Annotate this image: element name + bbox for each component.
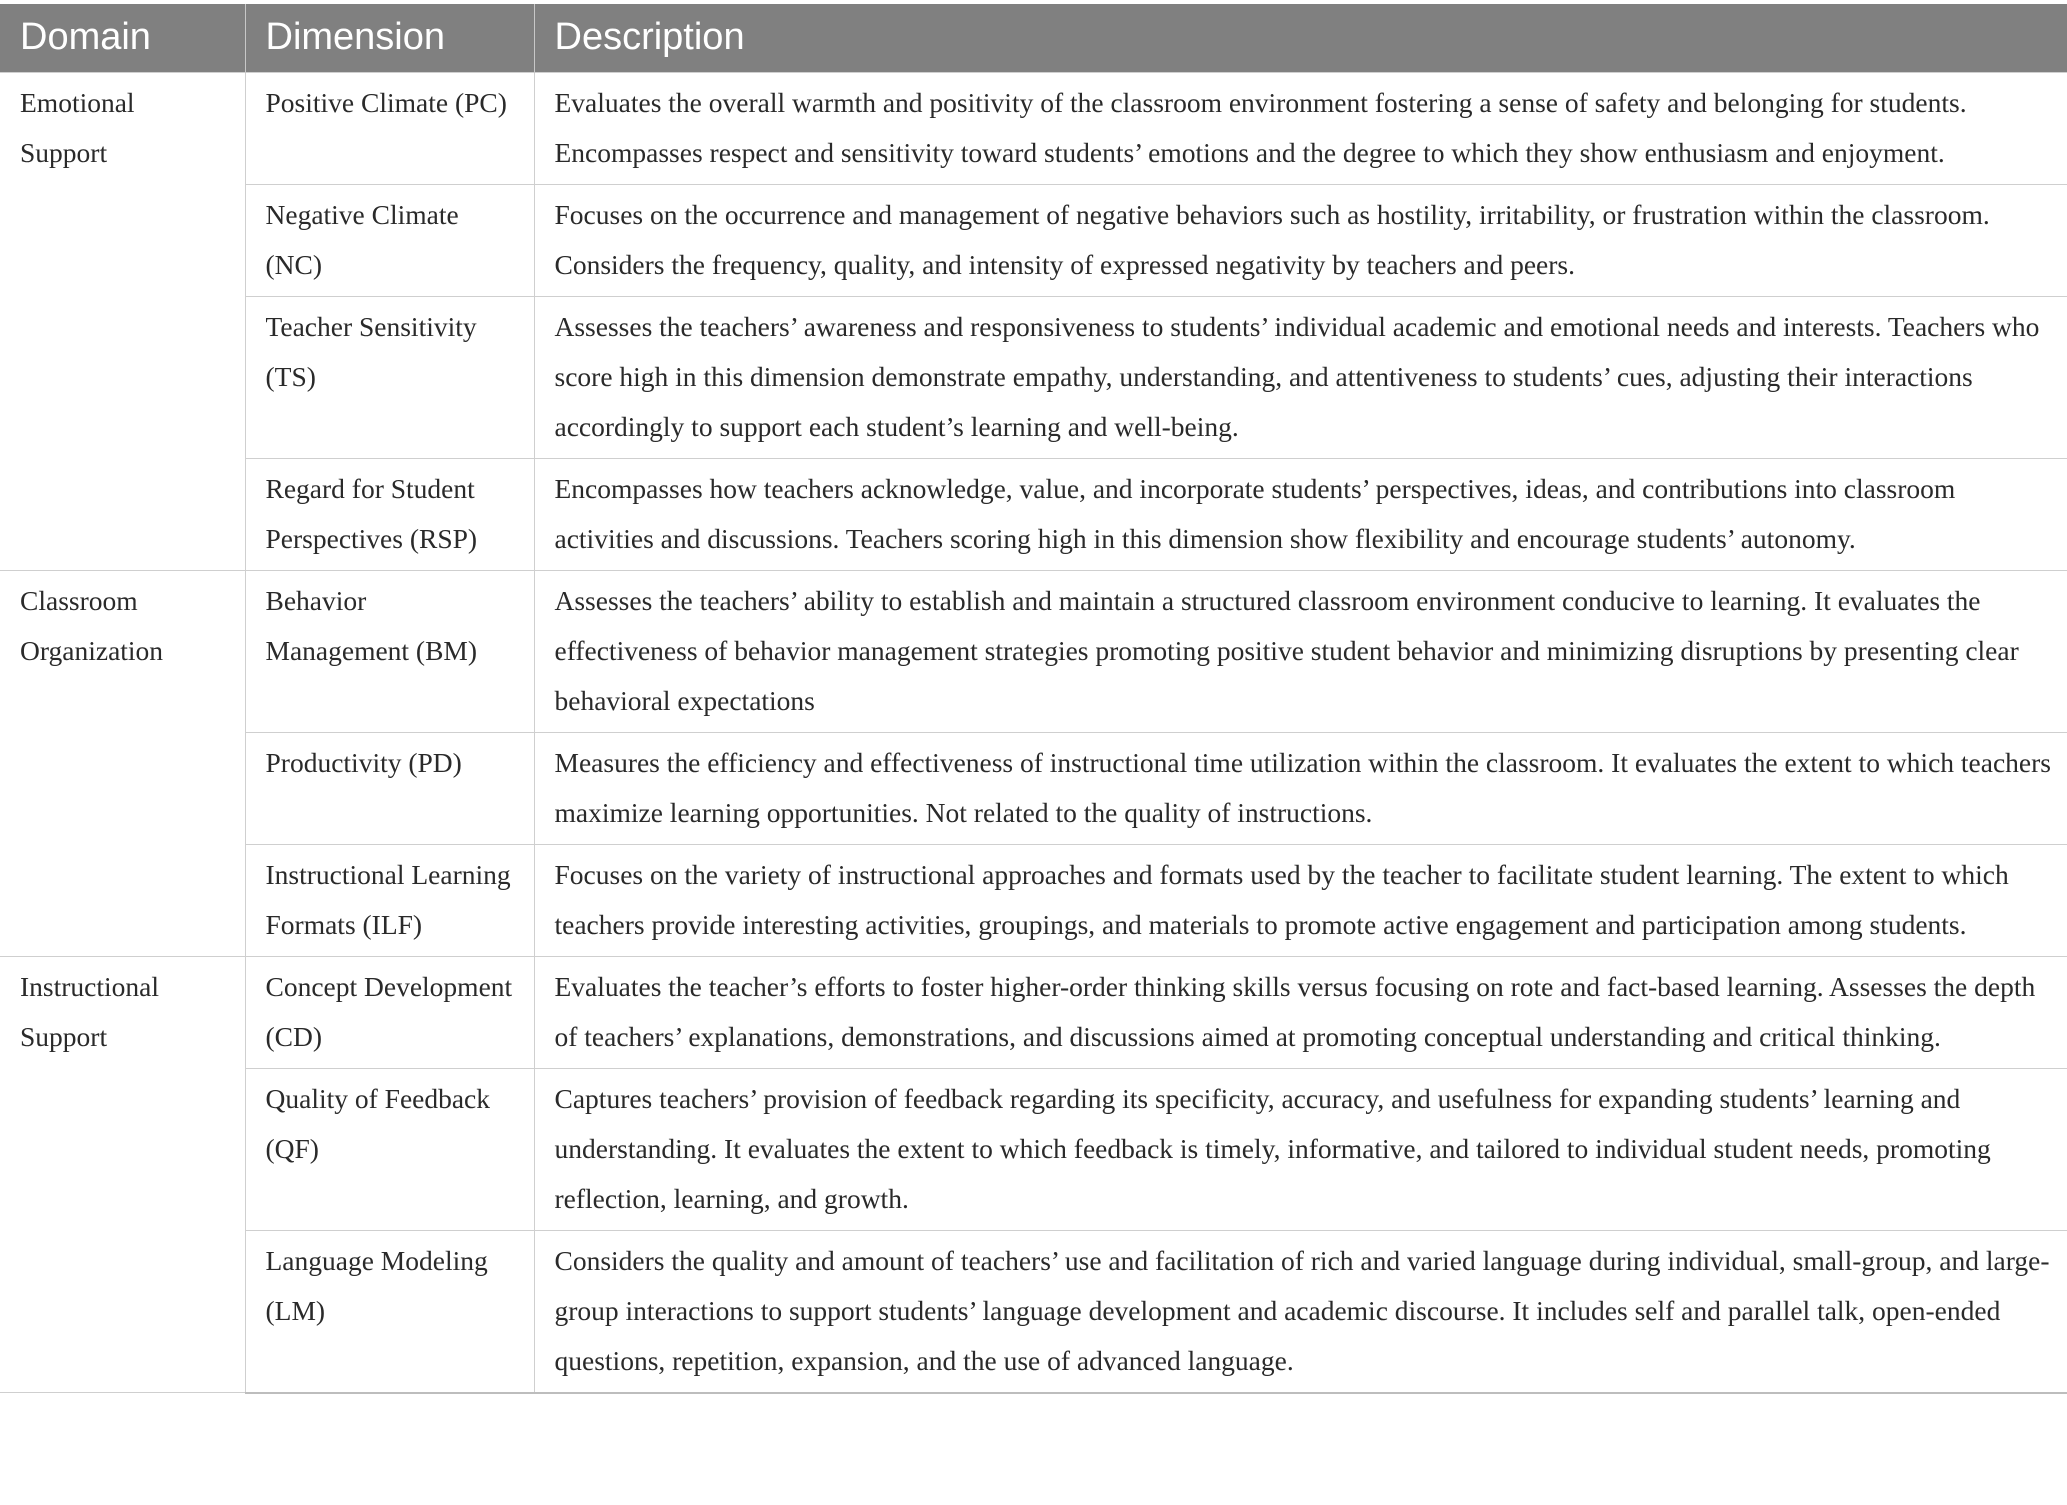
table-row xyxy=(0,844,2067,956)
description-cell: Encompasses how teachers acknowledge, value, and incorporate students’ perspectives, ideas, and contributions into classroom activities and discussions. Teachers scoring high in this dimension show flexibility and encourage students’ autonomy. xyxy=(534,458,2067,570)
description-cell: Assesses the teachers’ awareness and responsiveness to students’ individual academic and emotional needs and interests. Teachers who score high in this dimension demonstrate empathy, understanding, and attentiveness to students’ cues, adjusting their interactions accordingly to support each student’s learning and well-being. xyxy=(534,296,2067,458)
header-domain: Domain xyxy=(0,4,245,72)
dimension-cell: Quality of Feedback (QF) xyxy=(245,1068,534,1230)
description-cell: Evaluates the teacher’s efforts to foster higher-order thinking skills versus focusing on rote and fact-based learning. Assesses the depth of teachers’ explanations, demonstrations, and discussions aimed at promoting conceptual understanding and critical thinking. xyxy=(534,956,2067,1068)
dimension-cell: Teacher Sensitivity (TS) xyxy=(245,296,534,458)
table-body xyxy=(0,72,2067,1393)
header-description: Description xyxy=(534,4,2067,72)
dimension-cell: Concept Development (CD) xyxy=(245,956,534,1068)
dimension-cell: Negative Climate (NC) xyxy=(245,184,534,296)
table-row xyxy=(0,732,2067,844)
dimension-cell: Behavior Management (BM) xyxy=(245,570,534,732)
dimension-cell: Positive Climate (PC) xyxy=(245,72,534,184)
table-row xyxy=(0,458,2067,570)
table-row xyxy=(0,1230,2067,1393)
description-cell: Captures teachers’ provision of feedback regarding its specificity, accuracy, and usefulness for expanding students’ learning and understanding. It evaluates the extent to which feedback is timely, informative, and tailored to individual student needs, promoting reflection, learning, and growth. xyxy=(534,1068,2067,1230)
description-cell: Considers the quality and amount of teachers’ use and facilitation of rich and varied language during individual, small-group, and large-group interactions to support students’ language development and academic discourse. It includes self and parallel talk, open-ended questions, repetition, expansion, and the use of advanced language. xyxy=(534,1230,2067,1393)
table-row xyxy=(0,570,2067,732)
table-row xyxy=(0,72,2067,184)
description-cell: Assesses the teachers’ ability to establish and maintain a structured classroom environment conducive to learning. It evaluates the effectiveness of behavior management strategies promoting positive student behavior and minimizing disruptions by presenting clear behavioral expectations xyxy=(534,570,2067,732)
table-row xyxy=(0,184,2067,296)
table-header xyxy=(0,4,2067,72)
table-row xyxy=(0,956,2067,1068)
domain-cell: Emotional Support xyxy=(0,72,245,570)
description-cell: Evaluates the overall warmth and positivity of the classroom environment fostering a sense of safety and belonging for students. Encompasses respect and sensitivity toward students’ emotions and the degree to which they show enthusiasm and enjoyment. xyxy=(534,72,2067,184)
dimension-cell: Productivity (PD) xyxy=(245,732,534,844)
dimensions-table xyxy=(0,4,2067,1394)
description-cell: Focuses on the occurrence and management of negative behaviors such as hostility, irritability, or frustration within the classroom. Considers the frequency, quality, and intensity of expressed negativity by teachers and peers. xyxy=(534,184,2067,296)
description-cell: Measures the efficiency and effectiveness of instructional time utilization within the classroom. It evaluates the extent to which teachers maximize learning opportunities. Not related to the quality of instructions. xyxy=(534,732,2067,844)
dimension-cell: Instructional Learning Formats (ILF) xyxy=(245,844,534,956)
table-row xyxy=(0,1068,2067,1230)
table-row xyxy=(0,296,2067,458)
dimension-cell: Language Modeling (LM) xyxy=(245,1230,534,1393)
domain-cell: Instructional Support xyxy=(0,956,245,1393)
header-row xyxy=(0,4,2067,72)
header-dimension: Dimension xyxy=(245,4,534,72)
dimension-cell: Regard for Student Perspectives (RSP) xyxy=(245,458,534,570)
domain-cell: Classroom Organization xyxy=(0,570,245,956)
description-cell: Focuses on the variety of instructional approaches and formats used by the teacher to facilitate student learning. The extent to which teachers provide interesting activities, groupings, and materials to promote active engagement and participation among students. xyxy=(534,844,2067,956)
